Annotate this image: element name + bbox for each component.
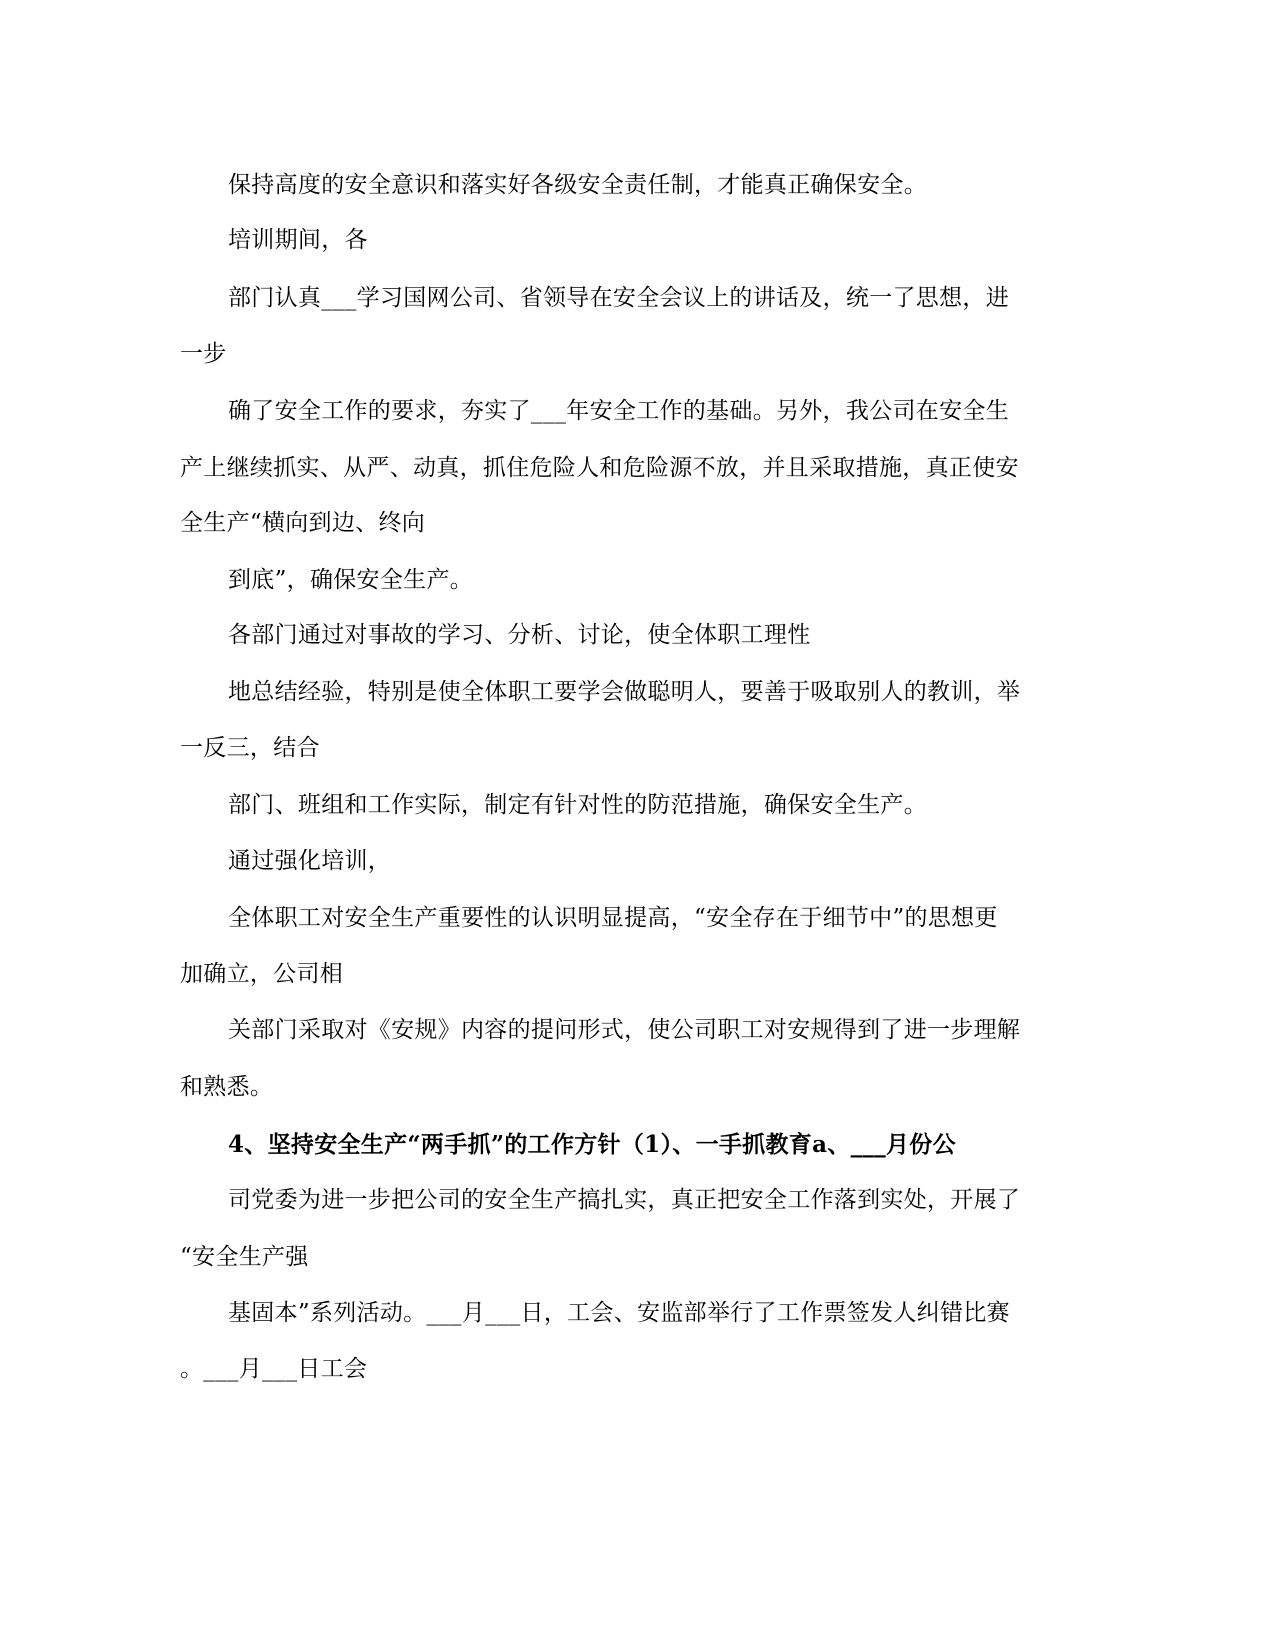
section-heading: 4、坚持安全生产“两手抓”的工作方针（1）、一手抓教育a、___月份公 bbox=[228, 1131, 956, 1158]
paragraph-line: 司党委为进一步把公司的安全生产搞扎实，真正把安全工作落到实处，开展了 bbox=[228, 1187, 1021, 1213]
paragraph-line: 全生产“横向到边、终向 bbox=[180, 510, 426, 536]
paragraph-line: 培训期间，各 bbox=[228, 227, 368, 253]
paragraph-line: 一反三，结合 bbox=[180, 735, 320, 761]
paragraph-line: 关部门采取对《安规》内容的提问形式，使公司职工对安规得到了进一步理解 bbox=[228, 1017, 1021, 1043]
paragraph-line: 到底”，确保安全生产。 bbox=[228, 567, 474, 593]
paragraph-line: 加确立，公司相 bbox=[180, 961, 344, 987]
paragraph-line: 一步 bbox=[180, 341, 227, 367]
paragraph-line: 通过强化培训， bbox=[228, 848, 392, 874]
paragraph-line: 地总结经验，特别是使全体职工要学会做聪明人，要善于吸取别人的教训，举 bbox=[228, 679, 1021, 705]
paragraph-line: 部门认真___学习国网公司、省领导在安全会议上的讲话及，统一了思想，进 bbox=[228, 285, 1009, 311]
paragraph-line: 基固本”系列活动。___月___日，工会、安监部举行了工作票签发人纠错比赛 bbox=[228, 1300, 1010, 1326]
paragraph-line: 全体职工对安全生产重要性的认识明显提高，“安全存在于细节中”的思想更 bbox=[228, 905, 998, 931]
paragraph-line: 和熟悉。 bbox=[180, 1074, 274, 1100]
paragraph-line: 产上继续抓实、从严、动真，抓住危险人和危险源不放，并且采取措施，真正使安 bbox=[180, 455, 1019, 481]
paragraph-line: 保持高度的安全意识和落实好各级安全责任制，才能真正确保安全。 bbox=[228, 172, 927, 198]
paragraph-line: 。___月___日工会 bbox=[180, 1356, 368, 1382]
paragraph-line: “安全生产强 bbox=[180, 1244, 309, 1270]
paragraph-line: 各部门通过对事故的学习、分析、讨论，使全体职工理性 bbox=[228, 622, 811, 648]
paragraph-line: 确了安全工作的要求，夯实了___年安全工作的基础。另外，我公司在安全生 bbox=[228, 398, 1009, 424]
paragraph-line: 部门、班组和工作实际，制定有针对性的防范措施，确保安全生产。 bbox=[228, 792, 927, 818]
